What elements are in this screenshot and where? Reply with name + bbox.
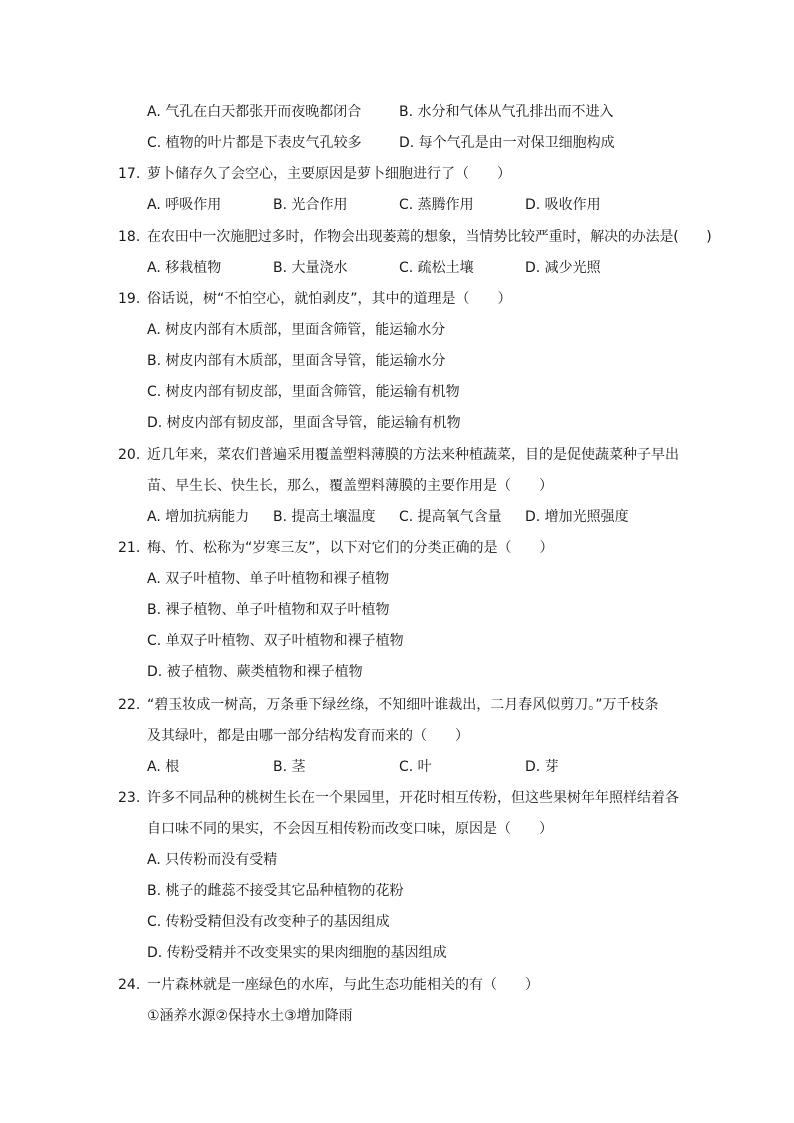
q17-option-d: D. 吸收作用 [525,197,601,213]
q18-option-b: B. 大量浇水 [273,260,348,276]
q16-option-a: A. 气孔在白天都张开而夜晚都闭合 [147,104,362,120]
q23-option-c: C. 传粉受精但没有改变种子的基因组成 [147,914,390,930]
q21-option-a: A. 双子叶植物、单子叶植物和裸子植物 [147,571,390,587]
q17-option-a: A. 呼吸作用 [147,197,222,213]
q20-option-d: D. 增加光照强度 [525,509,629,525]
q21-option-d: D. 被子植物、蕨类植物和裸子植物 [147,664,363,680]
q19-option-a: A. 树皮内部有木质部，里面含筛管，能运输水分 [147,322,446,338]
q22-stem-1: “碧玉妆成一树高，万条垂下绿丝绦，不知细叶谁裁出，二月春风似剪刀。”万千枝条 [147,697,659,713]
q18-option-a: A. 移栽植物 [147,260,222,276]
q18-option-d: D. 减少光照 [525,260,601,276]
q22-number: 22. [118,697,141,713]
q22-stem-2: 及其绿叶，都是由哪一部分结构发育而来的（ ） [147,728,469,744]
q24-items: ①涵养水源②保持水土③增加降雨 [147,1008,353,1024]
q23-stem-1: 许多不同品种的桃树生长在一个果园里，开花时相互传粉，但这些果树年年照样结着各 [147,790,679,806]
q22-option-d: D. 芽 [525,759,559,775]
q21-option-b: B. 裸子植物、单子叶植物和双子叶植物 [147,602,390,618]
q21-number: 21. [118,540,141,556]
q20-option-b: B. 提高土壤温度 [273,509,376,525]
q23-option-a: A. 只传粉而没有受精 [147,852,278,868]
q20-option-c: C. 提高氧气含量 [399,509,502,525]
q17-option-b: B. 光合作用 [273,197,348,213]
q16-option-b: B. 水分和气体从气孔排出而不进入 [399,104,614,120]
q22-option-b: B. 茎 [273,759,306,775]
q24-stem: 一片森林就是一座绿色的水库，与此生态功能相关的有（ ） [147,977,539,993]
q23-stem-2: 自口味不同的果实，不会因互相传粉而改变口味，原因是（ ） [147,821,553,837]
q19-option-b: B. 树皮内部有木质部，里面含导管，能运输水分 [147,353,446,369]
q17-option-c: C. 蒸腾作用 [399,197,474,213]
q23-option-d: D. 传粉受精并不改变果实的果肉细胞的基因组成 [147,945,447,961]
q19-number: 19. [118,291,141,307]
q20-stem-1: 近几年来，菜农们普遍采用覆盖塑料薄膜的方法来种植蔬菜，目的是促使蔬菜种子早出 [147,447,679,463]
q20-stem-2: 苗、早生长、快生长，那么，覆盖塑料薄膜的主要作用是（ ） [147,478,553,494]
q19-option-d: D. 树皮内部有韧皮部，里面含导管，能运输有机物 [147,415,461,431]
q16-option-c: C. 植物的叶片都是下表皮气孔较多 [147,135,362,151]
q18-number: 18. [118,229,141,245]
q21-option-c: C. 单双子叶植物、双子叶植物和裸子植物 [147,633,404,649]
q22-option-a: A. 根 [147,759,180,775]
q18-option-c: C. 疏松土壤 [399,260,474,276]
q17-number: 17. [118,166,141,182]
q22-option-c: C. 叶 [399,759,432,775]
q24-number: 24. [118,977,141,993]
q16-option-d: D. 每个气孔是由一对保卫细胞构成 [399,135,615,151]
q17-stem: 萝卜储存久了会空心，主要原因是萝卜细胞进行了（ ） [147,166,511,182]
q19-stem: 俗话说，树“不怕空心，就怕剥皮”，其中的道理是（ ） [147,291,512,307]
q20-option-a: A. 增加抗病能力 [147,509,250,525]
q20-number: 20. [118,447,141,463]
q23-option-b: B. 桃子的雌蕊不接受其它品种植物的花粉 [147,883,404,899]
q21-stem: 梅、竹、松称为“岁寒三友”，以下对它们的分类正确的是（ ） [147,540,554,556]
q23-number: 23. [118,790,141,806]
q18-stem: 在农田中一次施肥过多时，作物会出现萎蔫的想象，当情势比较严重时，解决的办法是( ) [147,229,712,245]
q19-option-c: C. 树皮内部有韧皮部，里面含筛管，能运输有机物 [147,384,460,400]
